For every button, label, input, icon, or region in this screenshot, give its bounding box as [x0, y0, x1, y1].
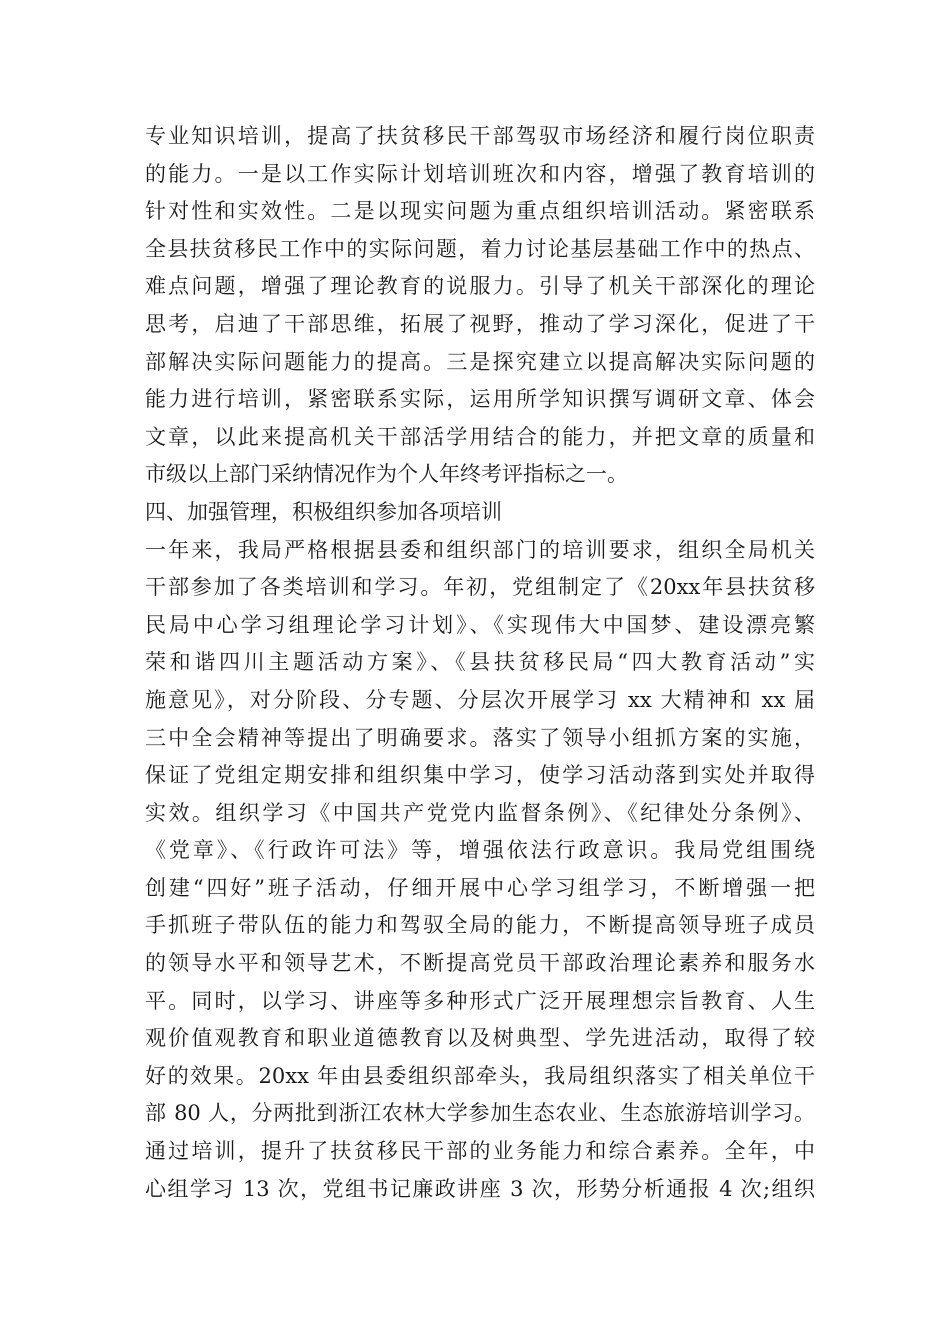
text-line: 荣和谐四川主题活动方案》、《县扶贫移民局“四大教育活动”实 [145, 650, 815, 675]
text-line: 通过培训，提升了扶贫移民干部的业务能力和综合素养。全年，中 [145, 1139, 815, 1164]
text-line: 市级以上部门采纳情况作为个人年终考评指标之一。 [145, 462, 628, 487]
text-line: 三中全会精神等提出了明确要求。落实了领导小组抓方案的实施， [145, 725, 815, 750]
text-line: 《党章》、《行政许可法》等，增强依法行政意识。我局党组围绕 [145, 838, 815, 863]
text-line: 施意见》，对分阶段、分专题、分层次开展学习 xx 大精神和 xx 届 [145, 687, 815, 712]
text-line: 针对性和实效性。二是以现实问题为重点组织培训活动。紧密联系 [145, 199, 815, 224]
text-line: 部 80 人，分两批到浙江农林大学参加生态农业、生态旅游培训学习。 [145, 1101, 815, 1126]
text-line: 实效。组织学习《中国共产党党内监督条例》、《纪律处分条例》、 [145, 800, 815, 825]
text-line: 干部参加了各类培训和学习。年初，党组制定了《20xx年县扶贫移 [145, 575, 815, 600]
text-line: 文章，以此来提高机关干部活学用结合的能力，并把文章的质量和 [145, 424, 815, 449]
text-line: 民局中心学习组理论学习计划》、《实现伟大中国梦、建设漂亮繁 [145, 612, 815, 637]
text-line: 难点问题，增强了理论教育的说服力。引导了机关干部深化的理论 [145, 274, 815, 299]
text-line: 创建“四好”班子活动，仔细开展中心学习组学习，不断增强一把 [145, 875, 815, 900]
text-line: 的领导水平和领导艺术，不断提高党员干部政治理论素养和服务水 [145, 951, 815, 976]
text-line: 能力进行培训，紧密联系实际，运用所学知识撰写调研文章、体会 [145, 387, 815, 412]
text-line: 观价值观教育和职业道德教育以及树典型、学先进活动，取得了较 [145, 1026, 815, 1051]
text-line: 全县扶贫移民工作中的实际问题，着力讨论基层基础工作中的热点、 [145, 236, 815, 261]
text-line: 手抓班子带队伍的能力和驾驭全局的能力，不断提高领导班子成员 [145, 913, 815, 938]
text-line: 心组学习 13 次，党组书记廉政讲座 3 次，形势分析通报 4 次;组织 [145, 1176, 815, 1201]
text-line: 保证了党组定期安排和组织集中学习，使学习活动落到实处并取得 [145, 763, 815, 788]
document-body-text [145, 118, 815, 1208]
text-line: 思考，启迪了干部思维，拓展了视野，推动了学习深化，促进了干 [145, 311, 815, 336]
text-line: 平。同时，以学习、讲座等多种形式广泛开展理想宗旨教育、人生 [145, 988, 815, 1013]
section-heading: 四、加强管理，积极组织参加各项培训 [145, 499, 502, 524]
text-line: 一年来，我局严格根据县委和组织部门的培训要求，组织全局机关 [145, 537, 815, 562]
text-line: 的能力。一是以工作实际计划培训班次和内容，增强了教育培训的 [145, 161, 815, 186]
text-line: 好的效果。20xx 年由县委组织部牵头，我局组织落实了相关单位干 [145, 1063, 815, 1088]
text-line: 部解决实际问题能力的提高。三是探究建立以提高解决实际问题的 [145, 349, 815, 374]
text-line: 专业知识培训，提高了扶贫移民干部驾驭市场经济和履行岗位职责 [145, 124, 815, 148]
